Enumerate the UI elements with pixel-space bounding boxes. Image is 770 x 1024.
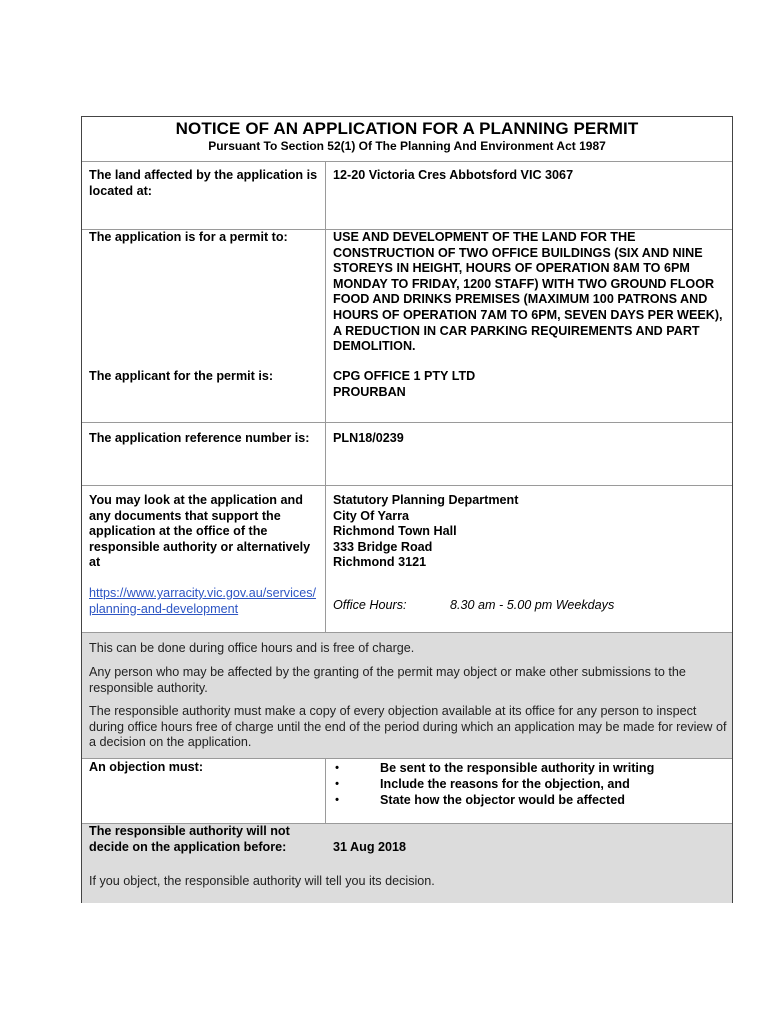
applicant-name: CPG OFFICE 1 PTY LTD PROURBAN xyxy=(333,369,476,399)
office-hours-value: 8.30 am - 5.00 pm Weekdays xyxy=(450,598,615,612)
reference-number: PLN18/0239 xyxy=(333,431,404,445)
objection-label: An objection must: xyxy=(89,760,204,774)
divider xyxy=(82,161,732,162)
planning-website-link[interactable] xyxy=(89,586,321,617)
planning-website-link-text[interactable]: https://www.yarracity.vic.gov.au/services/planning-and-development xyxy=(89,586,316,616)
notice-title: NOTICE OF AN APPLICATION FOR A PLANNING PERMIT xyxy=(175,119,639,138)
info-paragraph: This can be done during office hours and is free of charge. xyxy=(89,641,415,655)
list-item: • State how the objector would be affected xyxy=(333,792,728,808)
decision-label: The responsible authority will not decide on the application before: xyxy=(89,824,290,854)
bullet-icon: • xyxy=(335,762,339,774)
notice-subtitle: Pursuant To Section 52(1) Of The Planning And Environment Act 1987 xyxy=(208,139,606,153)
footer-note: If you object, the responsible authority will tell you its decision. xyxy=(89,874,435,888)
divider xyxy=(82,422,732,423)
decision-date: 31 Aug 2018 xyxy=(333,840,407,854)
land-address: 12-20 Victoria Cres Abbotsford VIC 3067 xyxy=(333,168,574,182)
bullet-icon: • xyxy=(335,778,339,790)
land-label: The land affected by the application is located at: xyxy=(89,168,318,198)
divider xyxy=(82,485,732,486)
bullet-icon: • xyxy=(335,794,339,806)
info-paragraph: The responsible authority must make a copy of every objection available at its office for any person to inspect during office hours free of charge until the end of the period during which an application may be made for review of a decision on the application. xyxy=(89,704,727,750)
purpose-label: The application is for a permit to: xyxy=(89,230,288,244)
office-hours-label: Office Hours: xyxy=(333,598,407,612)
planning-permit-notice xyxy=(81,116,733,903)
divider xyxy=(82,758,732,759)
column-divider xyxy=(325,758,326,823)
reference-label: The application reference number is: xyxy=(89,431,310,445)
office-hours xyxy=(333,598,728,614)
info-paragraph: Any person who may be affected by the granting of the permit may object or make other submissions to the responsible authority. xyxy=(89,665,686,695)
objection-requirements xyxy=(333,760,728,808)
purpose-description: USE AND DEVELOPMENT OF THE LAND FOR THE CONSTRUCTION OF TWO OFFICE BUILDINGS (SIX AND NINE STOREYS IN HEIGHT, HOURS OF OPERATION 8AM TO 6PM MONDAY TO FRIDAY, 1200 STAFF) WITH TWO GROUND FLOOR FOOD AND DRINKS PREMISES (MAXIMUM 100 PATRONS AND HOURS OF OPERATION 7AM TO 6PM, SEVEN DAYS PER WEEK), A REDUCTION IN CAR PARKING REQUIREMENTS AND PART DEMOLITION. xyxy=(333,230,723,354)
office-address: Statutory Planning Department City Of Yarra Richmond Town Hall 333 Bridge Road Richmond 3121 xyxy=(333,493,519,570)
column-divider xyxy=(325,161,326,632)
inspect-label: You may look at the application and any documents that support the application at the office of the responsible authority or alternatively at xyxy=(89,493,311,570)
applicant-label: The applicant for the permit is: xyxy=(89,369,274,383)
list-item: • Be sent to the responsible authority in writing xyxy=(333,760,728,776)
list-item: • Include the reasons for the objection, and xyxy=(333,776,728,792)
